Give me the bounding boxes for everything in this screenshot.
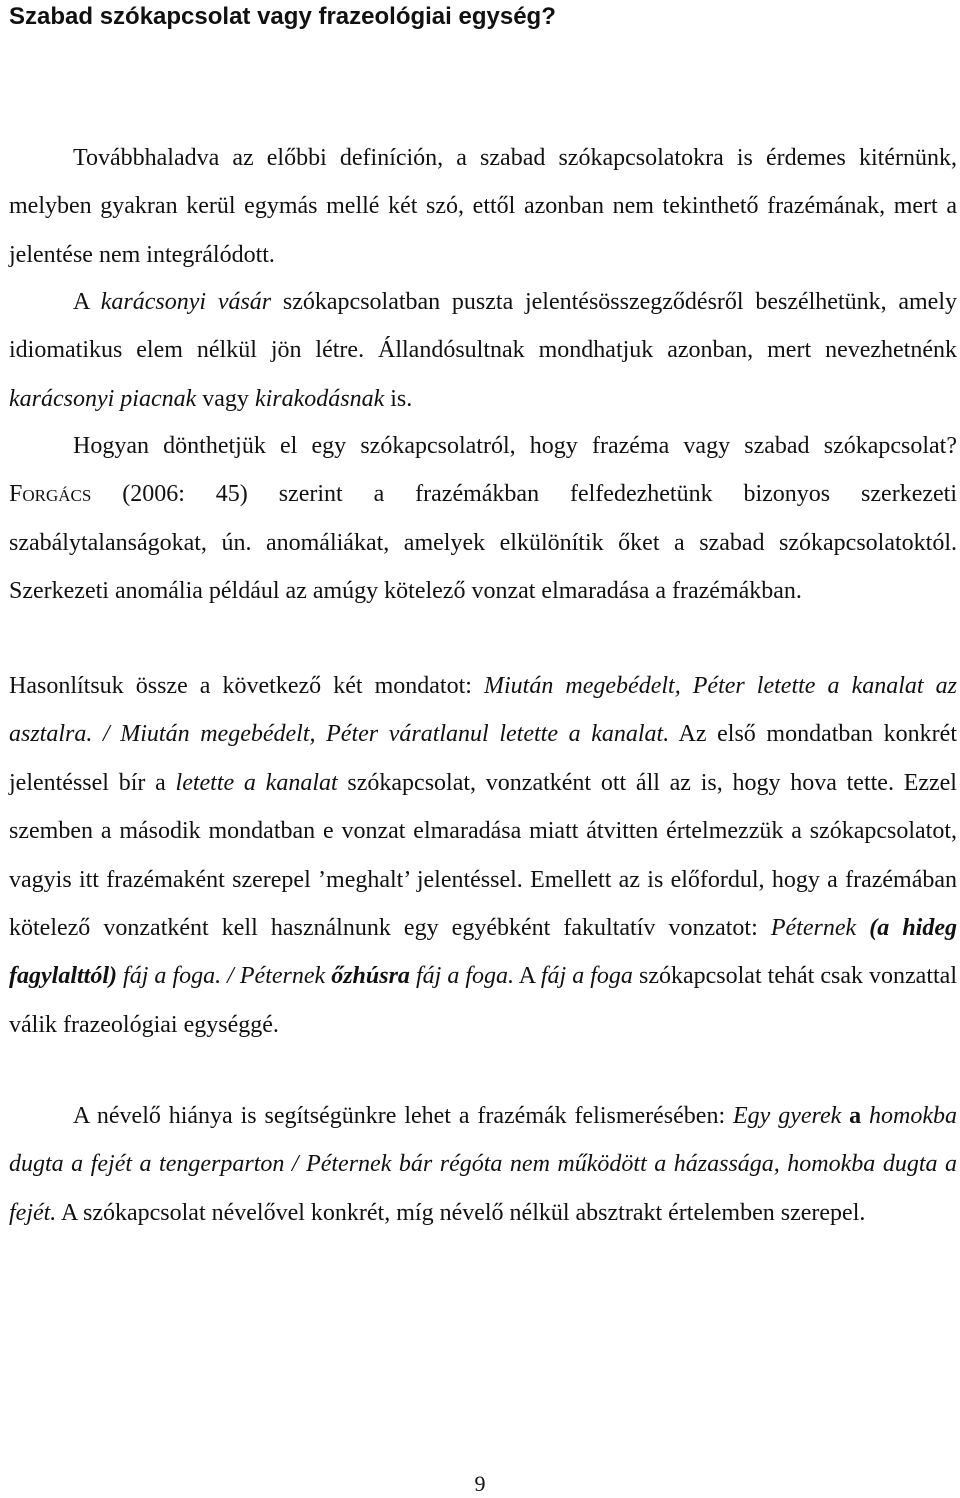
text-run: szókapcsolat tehát csak vonzattal válik frazeológiai egységgé. bbox=[9, 963, 957, 1038]
author-name: Forgács bbox=[9, 481, 92, 508]
italic-example: homokba dugta a fejét a tengerparton / Péternek bár régóta nem működött a házassága, homokba dugta a fejét. bbox=[9, 1103, 958, 1226]
italic-example: fáj a foga. bbox=[409, 963, 515, 990]
bold-italic-example: (a hideg fagylalttól) bbox=[9, 915, 957, 990]
italic-example: karácsonyi piacnak bbox=[9, 385, 197, 412]
paragraph-structural-anomalies bbox=[9, 422, 957, 616]
text-run: A szókapcsolat névelővel konkrét, míg névelő nélkül absztrakt értelemben szerepel. bbox=[56, 1199, 866, 1226]
text-run: Hasonlítsuk össze a következő két mondatot: bbox=[9, 673, 485, 699]
text-run: vagy bbox=[196, 385, 255, 412]
text-run: A névelő hiánya is segítségünkre lehet a frazémák felismerésében: bbox=[73, 1103, 733, 1129]
italic-example: fáj a foga bbox=[540, 963, 633, 990]
text-run: Az első mondatban konkrét jelentéssel bír a bbox=[9, 721, 957, 796]
paragraph-christmas-market-example bbox=[9, 278, 957, 423]
italic-example: kirakodásnak bbox=[254, 385, 385, 412]
bold-italic-example: őzhúsra bbox=[331, 963, 410, 990]
text-run: (2006: 45) szerint a frazémákban felfedezhetünk bizonyos szerkezeti szabálytalanságokat, ún. anomáliákat, amelyek elkülönítik őket a szabad szókapcsolatoktól. Szerkezeti anomália például az amúgy kötelező vonzat elmaradása a frazémákban. bbox=[9, 481, 957, 605]
italic-example: letette a kanalat bbox=[175, 769, 338, 796]
section-title: Szabad szókapcsolat vagy frazeológiai egység? bbox=[9, 3, 556, 30]
paragraph-free-collocations bbox=[9, 134, 957, 279]
italic-example: Péternek bbox=[770, 915, 870, 942]
italic-example: karácsonyi vásár bbox=[100, 289, 272, 315]
text-run: A bbox=[73, 289, 101, 315]
bold-article: a bbox=[849, 1103, 862, 1129]
italic-example: Miután megebédelt, Péter letette a kanalat az asztalra. / Miután megebédelt, Péter váratlanul letette a kanalat. bbox=[9, 673, 957, 748]
page-number: 9 bbox=[474, 1471, 486, 1496]
text-run: Hogyan dönthetjük el egy szókapcsolatról, hogy frazéma vagy szabad szókapcsolat? bbox=[73, 433, 957, 459]
text-run: A bbox=[514, 963, 541, 990]
italic-example: fáj a foga. / Péternek bbox=[116, 963, 332, 990]
text-run: szókapcsolatban puszta jelentésösszegződésről beszélhetünk, amely idiomatikus elem nélkül jön létre. Állandósultnak mondhatjuk azonban, mert nevezhetnénk bbox=[9, 289, 958, 364]
paragraph-valency-comparison bbox=[9, 662, 957, 1049]
text-run: Továbbhaladva az előbbi definíción, a szabad szókapcsolatokra is érdemes kitérnünk, melyben gyakran kerül egymás mellé két szó, ettől azonban nem tekinthető frazémának, mert a jelentése nem integrálódott. bbox=[9, 145, 957, 268]
text-run: is. bbox=[384, 385, 413, 412]
italic-example: Egy gyerek bbox=[733, 1103, 850, 1129]
paragraph-article-absence bbox=[9, 1092, 957, 1237]
text-run: szókapcsolat, vonzatként ott áll az is, hogy hova tette. Ezzel szemben a második mondatban e vonzat elmaradása miatt átvitten értelmezzük a szókapcsolatot, vagyis itt frazémaként szerepel ’meghalt’ jelentéssel. Emellett az is előfordul, hogy a frazémában kötelező vonzatként kell használnunk egy egyébként fakultatív vonzatot: bbox=[9, 769, 957, 942]
